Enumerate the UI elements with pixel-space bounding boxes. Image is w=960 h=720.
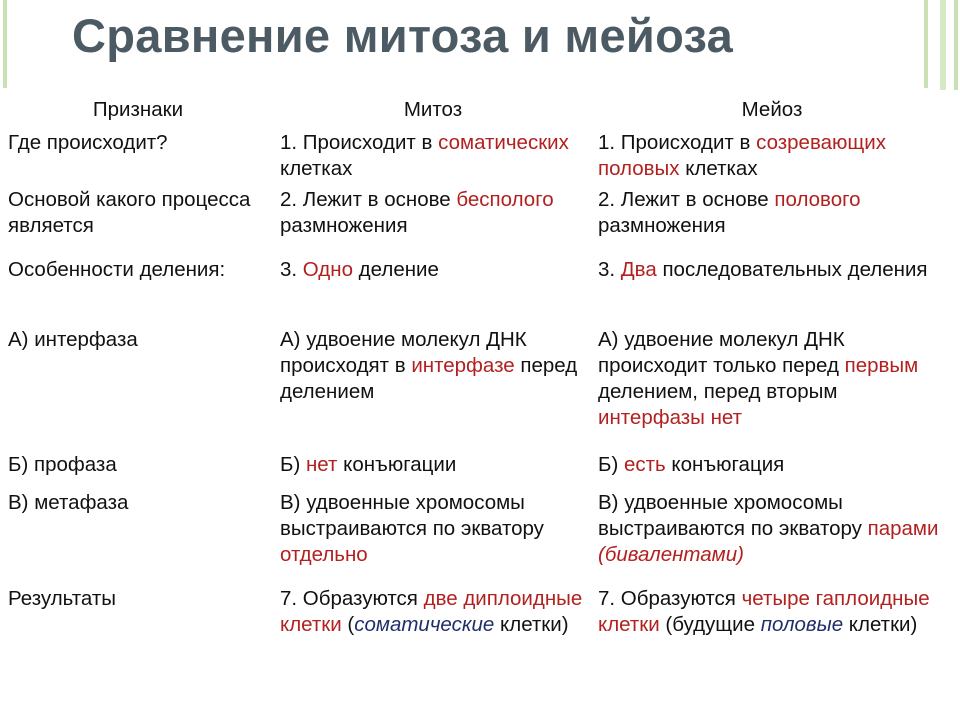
row-label: Где происходит? [8,131,168,154]
cell-text: А) удвоение молекул ДНК происходит только перед [598,328,845,377]
highlight-text: нет [305,453,338,476]
cell-text: размножения [598,214,726,237]
italic-term: половые [760,613,844,636]
table-row [2,327,952,452]
row-label: Б) профаза [8,453,117,476]
mitosis-cell [274,490,592,586]
highlight-text: полового [774,188,861,211]
mitosis-cell [274,130,592,187]
cell-text: 3. [280,258,303,281]
cell-text: Б) [598,453,624,476]
mitosis-cell [274,187,592,257]
cell-text: 2. Лежит в основе [598,188,775,211]
mitosis-cell [274,452,592,490]
page-title: Сравнение митоза и мейоза [72,9,734,62]
table-header-row [2,90,952,130]
cell-text: В) удвоенные хромосомы выстраиваются по экватору [598,491,868,540]
meiosis-cell [592,452,952,490]
meiosis-cell [592,187,952,257]
italic-term: соматические [354,613,495,636]
cell-text: конъюгации [337,453,457,476]
cell-text: клетках [280,157,353,180]
cell-text: 3. [598,258,621,281]
left-accent-bar [3,0,7,88]
cell-text: перед делением [280,354,578,403]
highlight-text: четыре гаплоидные клетки [598,587,930,636]
table-row [2,490,952,586]
right-accent-bar [924,0,928,88]
row-label: Особенности деления: [8,258,226,281]
highlight-text: (бивалентами) [598,543,744,566]
cell-text: 7. Образуются [598,587,742,610]
highlight-text: парами [867,517,939,540]
cell-text: А) удвоение молекул ДНК происходят в [280,328,527,377]
meiosis-cell [592,586,952,681]
table-row [2,187,952,257]
row-label: А) интерфаза [8,328,138,351]
cell-text: 7. Образуются [280,587,424,610]
meiosis-cell [592,490,952,586]
header-mitosis: Митоз [403,98,463,121]
right-accent-bar [940,0,946,90]
table-row [2,130,952,187]
highlight-text: есть [623,453,666,476]
cell-text: конъюгация [665,453,785,476]
cell-text: В) удвоенные хромосомы выстраиваются по экватору [280,491,544,540]
cell-text: последовательных деления [656,258,928,281]
right-accent-bar [954,0,958,90]
highlight-text: соматических [438,131,569,154]
highlight-text: бесполого [456,188,554,211]
cell-text: 2. Лежит в основе [280,188,457,211]
cell-text: деление [352,258,439,281]
cell-text: клетках [679,157,758,180]
cell-text: делением, перед вторым [598,380,838,403]
table-row [2,257,952,327]
cell-text: 1. Происходит в [598,131,757,154]
header-features: Признаки [92,98,184,121]
cell-text: ( [341,613,355,636]
mitosis-cell [274,327,592,452]
highlight-text: созревающих половых [598,131,886,180]
highlight-text: первым [844,354,919,377]
mitosis-cell [274,586,592,681]
cell-text: (будущие [659,613,761,636]
table-row [2,586,952,681]
row-label: В) метафаза [8,491,129,514]
cell-text: клетки) [494,613,569,636]
highlight-text: две диплоидные клетки [280,587,583,636]
highlight-text: интерфазы нет [598,406,743,429]
row-label: Основой какого процесса является [8,188,251,237]
header-meiosis: Мейоз [741,98,803,121]
mitosis-cell [274,257,592,327]
highlight-text: интерфазе [411,354,515,377]
comparison-table [2,90,952,681]
highlight-text: Два [620,258,657,281]
cell-text: клетки) [843,613,918,636]
meiosis-cell [592,327,952,452]
table-row [2,452,952,490]
highlight-text: отдельно [280,543,368,566]
cell-text: 1. Происходит в [280,131,439,154]
cell-text: размножения [280,214,408,237]
row-label: Результаты [8,587,116,610]
highlight-text: Одно [302,258,353,281]
meiosis-cell [592,257,952,327]
meiosis-cell [592,130,952,187]
cell-text: Б) [280,453,306,476]
